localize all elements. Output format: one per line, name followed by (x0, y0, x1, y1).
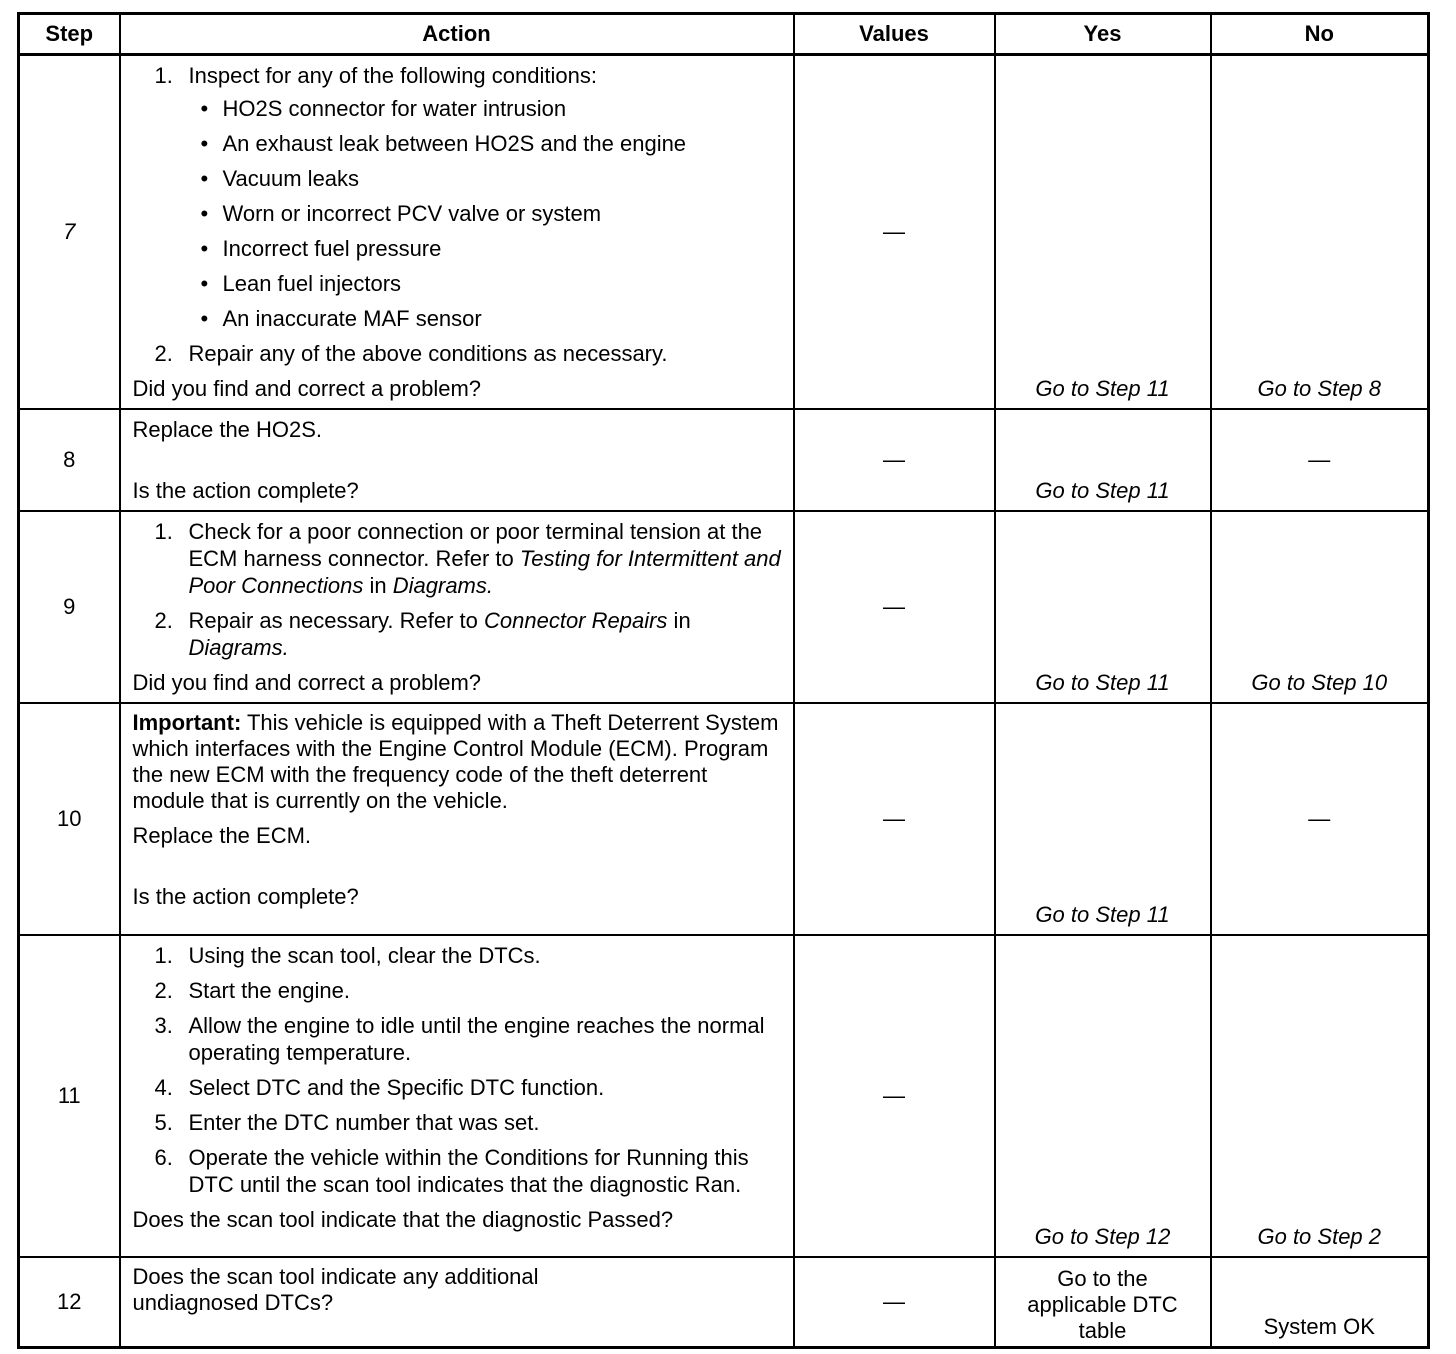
list-item: 2. Repair any of the above conditions as necessary. (154, 341, 668, 366)
action-text: Replace the ECM. (132, 823, 312, 848)
action-text: Allow the engine to idle until the engine reaches the normal operating temperature. (188, 1013, 765, 1065)
question-text: Did you find and correct a problem? (132, 376, 482, 401)
header-step: Step (19, 14, 120, 55)
action-text: Inspect for any of the following conditions: (188, 63, 597, 88)
values-cell: — (794, 935, 995, 1257)
action-text: Repair any of the above conditions as necessary. (188, 341, 668, 366)
action-list (133, 62, 783, 367)
list-item: 1. Check for a poor connection or poor terminal tension at the ECM harness connector. Refer to Testing for Intermittent and Poor Connections in Diagrams. (154, 519, 781, 598)
step-number: 9 (19, 511, 120, 703)
question-text: Does the scan tool indicate that the diagnostic Passed? (132, 1207, 674, 1232)
no-result: Go to Step 10 (1211, 511, 1429, 703)
no-result: Go to Step 8 (1211, 55, 1429, 410)
action-text: Replace the HO2S. (132, 417, 323, 442)
step-number: 8 (19, 409, 120, 511)
no-result: System OK (1211, 1257, 1429, 1347)
table-row-step-10 (19, 703, 1429, 935)
list-item: • Vacuum leaks (189, 165, 783, 192)
question-text: Did you find and correct a problem? (132, 670, 482, 695)
values-cell: — (794, 55, 995, 410)
action-cell (120, 1257, 794, 1347)
list-item: 1. Inspect for any of the following conditions: • HO2S connector for water intrusion • An exhaust leak between HO2S and the engine • Vacuum leaks • Worn or incorrect PCV valve or system • Incorrect fuel pressure • Lean fuel injectors • An inaccurate MAF sensor (133, 62, 783, 332)
list-item: 2. Repair as necessary. Refer to Connector Repairs in Diagrams. (154, 608, 691, 660)
action-text: in (667, 608, 691, 633)
action-list (133, 942, 783, 1198)
yes-result: Go to Step 11 (995, 511, 1211, 703)
step-number: 7 (19, 55, 120, 410)
list-item: • Incorrect fuel pressure (189, 235, 783, 262)
action-list (133, 518, 783, 661)
header-no: No (1211, 14, 1429, 55)
diagnostic-table (17, 12, 1430, 1349)
yes-result: Go to Step 12 (995, 935, 1211, 1257)
table-row-step-7 (19, 55, 1429, 410)
action-cell (120, 703, 794, 935)
no-result: — (1211, 703, 1429, 935)
question-text: Is the action complete? (132, 478, 359, 503)
yes-result: Go to Step 11 (995, 409, 1211, 511)
action-text: Repair as necessary. Refer to (188, 608, 484, 633)
yes-result: Go to the applicable DTC table (995, 1257, 1211, 1347)
action-cell (120, 409, 794, 511)
reference-link-text: Testing for Intermittent and Poor Connections (188, 546, 781, 598)
values-cell: — (794, 703, 995, 935)
question-text: Is the action complete? (132, 884, 359, 909)
header-yes: Yes (995, 14, 1211, 55)
list-item: • Lean fuel injectors (189, 270, 783, 297)
step-number: 10 (19, 703, 120, 935)
table-row-step-12 (19, 1257, 1429, 1347)
values-cell: — (794, 1257, 995, 1347)
action-text: Operate the vehicle within the Conditions for Running this DTC until the scan tool indicates that the diagnostic Ran. (188, 1145, 749, 1197)
list-item: • HO2S connector for water intrusion (189, 95, 783, 122)
reference-link-text: Connector Repairs (484, 608, 668, 633)
list-item: 5. Enter the DTC number that was set. (154, 1110, 540, 1135)
action-cell (120, 55, 794, 410)
yes-result: Go to Step 11 (995, 703, 1211, 935)
header-row (19, 14, 1429, 55)
no-result: Go to Step 2 (1211, 935, 1429, 1257)
list-item: • An exhaust leak between HO2S and the engine (189, 130, 783, 157)
list-item: • An inaccurate MAF sensor (189, 305, 783, 332)
values-cell: — (794, 511, 995, 703)
list-item: 3. Allow the engine to idle until the engine reaches the normal operating temperature. (154, 1013, 765, 1065)
header-action: Action (120, 14, 794, 55)
list-item: 2. Start the engine. (154, 978, 350, 1003)
step-number: 12 (19, 1257, 120, 1347)
action-text: Enter the DTC number that was set. (188, 1110, 540, 1135)
diagnostic-table-page (17, 12, 1427, 1349)
step-number: 11 (19, 935, 120, 1257)
condition-list (189, 95, 783, 332)
action-text: Check for a poor connection or poor terminal tension at the ECM harness connector. Refer to (188, 519, 763, 571)
header-values: Values (794, 14, 995, 55)
list-item: • Worn or incorrect PCV valve or system (189, 200, 783, 227)
values-cell: — (794, 409, 995, 511)
question-text: Does the scan tool indicate any additional undiagnosed DTCs? (132, 1264, 539, 1315)
no-result: — (1211, 409, 1429, 511)
list-item: 6. Operate the vehicle within the Conditions for Running this DTC until the scan tool indicates that the diagnostic Ran. (154, 1145, 749, 1197)
table-row-step-8 (19, 409, 1429, 511)
table-row-step-9 (19, 511, 1429, 703)
list-item: 4. Select DTC and the Specific DTC function. (154, 1075, 605, 1100)
important-note (133, 710, 783, 814)
list-item: 1. Using the scan tool, clear the DTCs. (154, 943, 541, 968)
reference-link-text: Diagrams. (392, 573, 493, 598)
yes-result: Go to Step 11 (995, 55, 1211, 410)
action-text: Using the scan tool, clear the DTCs. (188, 943, 541, 968)
important-label: Important: (132, 710, 242, 735)
action-cell (120, 511, 794, 703)
action-text: Start the engine. (188, 978, 350, 1003)
action-text: Select DTC and the Specific DTC function. (188, 1075, 605, 1100)
action-cell (120, 935, 794, 1257)
table-row-step-11 (19, 935, 1429, 1257)
reference-link-text: Diagrams. (188, 635, 289, 660)
important-text: This vehicle is equipped with a Theft Deterrent System which interfaces with the Engine Control Module (ECM). Program the new ECM with the frequency code of the theft deterrent module that is currently on the vehicle. (132, 710, 779, 813)
action-text: in (363, 573, 393, 598)
